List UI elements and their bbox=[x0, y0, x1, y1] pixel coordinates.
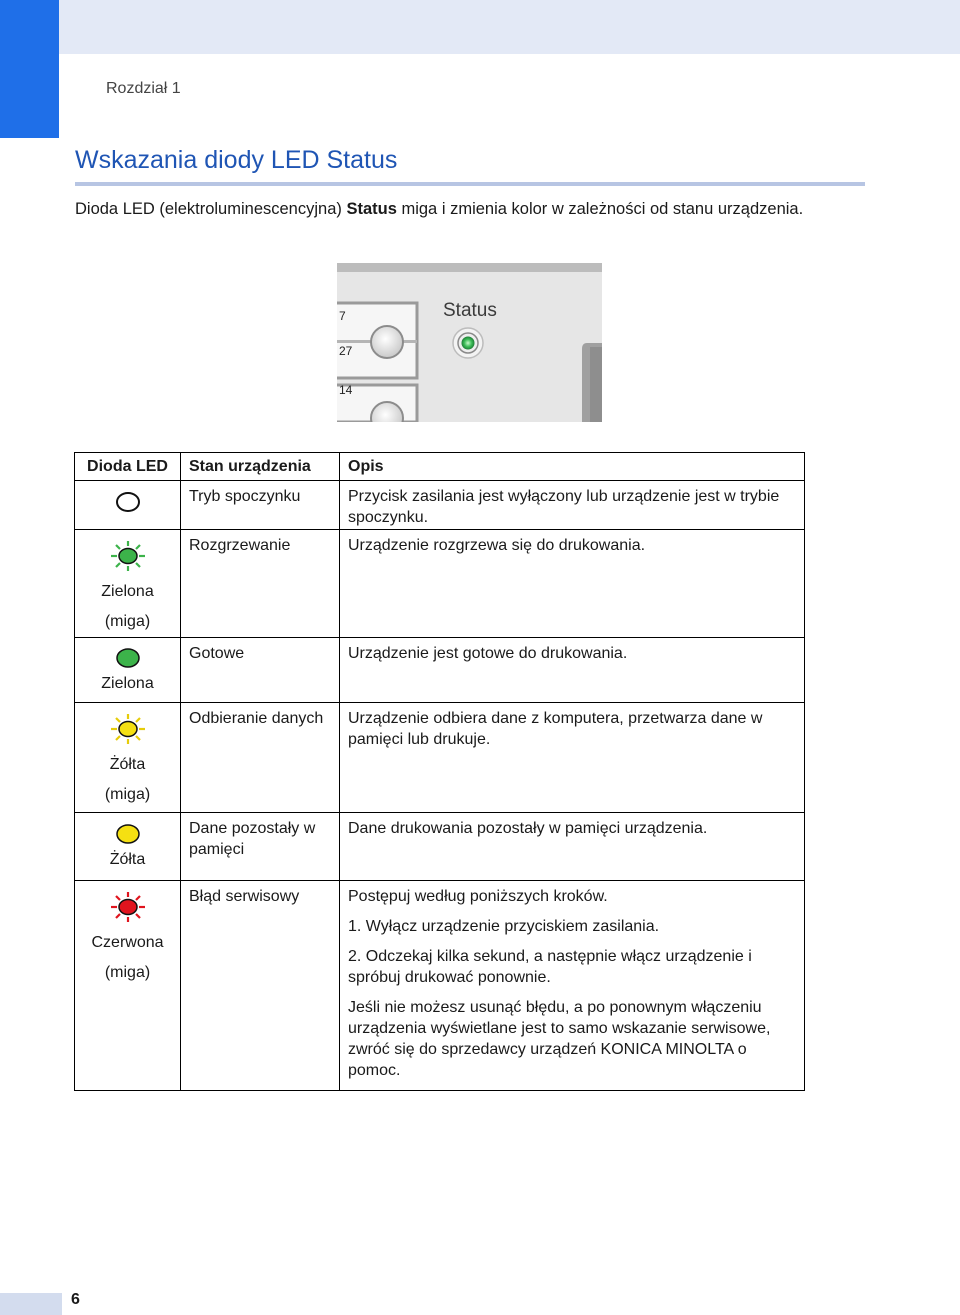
state-cell: Odbieranie danych bbox=[181, 703, 340, 813]
led-yellow-icon bbox=[115, 823, 141, 845]
table-row bbox=[75, 881, 805, 1091]
state-cell: Rozgrzewanie bbox=[181, 530, 340, 638]
header-band bbox=[0, 0, 960, 54]
intro-paragraph: Dioda LED (elektroluminescencyjna) Status miga i zmienia kolor w zależności od stanu urządzenia. bbox=[75, 200, 804, 218]
chapter-label: Rozdział 1 bbox=[106, 80, 181, 97]
state-cell: Błąd serwisowy bbox=[181, 881, 340, 1091]
table-header-row bbox=[75, 453, 805, 481]
table-row bbox=[75, 703, 805, 813]
status-panel-image bbox=[337, 263, 602, 422]
state-cell: Gotowe bbox=[181, 638, 340, 703]
title-rule bbox=[75, 182, 865, 186]
table-row bbox=[75, 813, 805, 881]
desc-step: 1. Wyłącz urządzenie przyciskiem zasilania. bbox=[348, 918, 660, 935]
led-color-label: Żółta bbox=[109, 851, 146, 868]
led-cell bbox=[75, 481, 181, 530]
led-mode-label: (miga) bbox=[104, 964, 151, 981]
desc-cell: Dane drukowania pozostały w pamięci urządzenia. bbox=[340, 813, 805, 881]
led-yellow-blinking-icon bbox=[108, 712, 148, 746]
intro-bold-status: Status bbox=[346, 200, 397, 218]
led-cell bbox=[75, 638, 181, 703]
desc-step: 2. Odczekaj kilka sekund, a następnie włącz urządzenie i spróbuj drukować ponownie. bbox=[348, 948, 752, 986]
desc-cell: Przycisk zasilania jest wyłączony lub urządzenie jest w trybie spoczynku. bbox=[340, 481, 805, 530]
state-cell: Dane pozostały w pamięci bbox=[181, 813, 340, 881]
table-row bbox=[75, 530, 805, 638]
chapter-tab bbox=[0, 0, 59, 138]
led-mode-label: (miga) bbox=[104, 786, 151, 803]
table-row bbox=[75, 638, 805, 703]
led-mode-label: (miga) bbox=[104, 613, 151, 630]
led-color-label: Żółta bbox=[109, 756, 146, 773]
led-green-icon bbox=[115, 647, 141, 669]
panel-number-2: 27 bbox=[339, 344, 353, 358]
led-cell bbox=[75, 530, 181, 638]
col-header-desc: Opis bbox=[340, 453, 805, 481]
led-color-label: Zielona bbox=[101, 675, 154, 692]
section-title: Wskazania diody LED Status bbox=[75, 146, 398, 174]
desc-cell bbox=[340, 881, 805, 1091]
desc-cell: Urządzenie rozgrzewa się do drukowania. bbox=[340, 530, 805, 638]
led-color-label: Zielona bbox=[101, 583, 154, 600]
led-cell bbox=[75, 703, 181, 813]
led-cell bbox=[75, 813, 181, 881]
led-green-blinking-icon bbox=[108, 539, 148, 573]
led-red-blinking-icon bbox=[108, 890, 148, 924]
led-status-table bbox=[74, 452, 805, 1091]
desc-line: Postępuj według poniższych kroków. bbox=[348, 888, 608, 905]
page-number: 6 bbox=[71, 1291, 80, 1308]
led-color-label: Czerwona bbox=[91, 934, 164, 951]
col-header-led: Dioda LED bbox=[75, 453, 181, 481]
panel-number-1: 7 bbox=[339, 309, 346, 323]
panel-number-3: 14 bbox=[339, 383, 353, 397]
state-cell: Tryb spoczynku bbox=[181, 481, 340, 530]
desc-cell: Urządzenie odbiera dane z komputera, przetwarza dane w pamięci lub drukuje. bbox=[340, 703, 805, 813]
panel-status-label: Status bbox=[443, 300, 497, 321]
led-cell bbox=[75, 881, 181, 1091]
table-row bbox=[75, 481, 805, 530]
desc-line: Jeśli nie możesz usunąć błędu, a po ponownym włączeniu urządzenia wyświetlane jest to samo wskazanie serwisowe, zwróć się do sprzedawcy urządzeń KONICA MINOLTA o pomoc. bbox=[348, 999, 771, 1079]
led-off-icon bbox=[115, 491, 141, 513]
footer-band bbox=[0, 1293, 62, 1315]
desc-cell: Urządzenie jest gotowe do drukowania. bbox=[340, 638, 805, 703]
col-header-state: Stan urządzenia bbox=[181, 453, 340, 481]
